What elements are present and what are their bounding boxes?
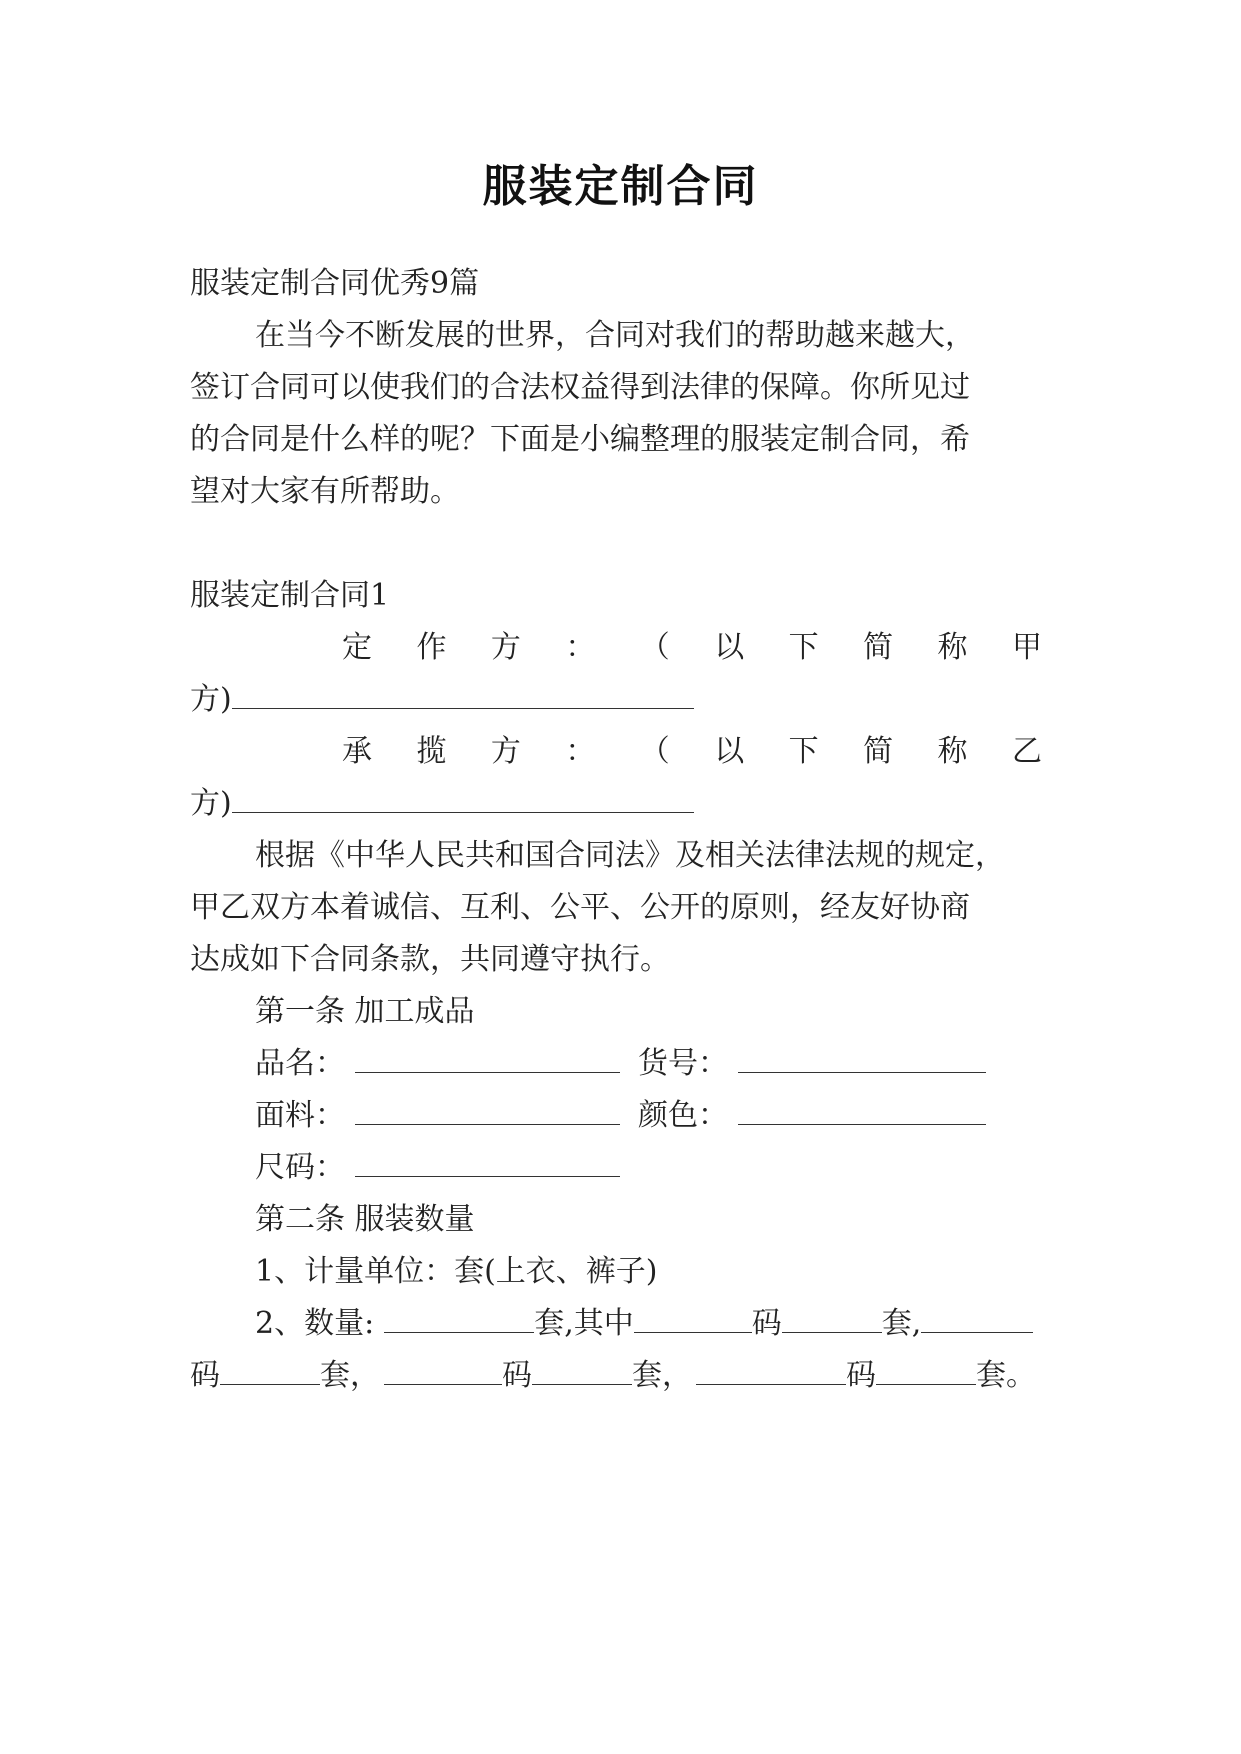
code-label: 货号： [638, 1046, 728, 1081]
party-b-tail: 方) [190, 786, 232, 821]
quantity-total-blank[interactable] [384, 1304, 534, 1333]
party-a-char: 甲 [1011, 630, 1042, 665]
party-b-char: ： [565, 734, 596, 769]
size-blank[interactable] [355, 1148, 620, 1177]
party-b-char: 以 [714, 734, 745, 769]
count-2-blank[interactable] [220, 1356, 320, 1385]
party-b-char: 承 [342, 734, 372, 769]
name-label: 品名： [255, 1046, 345, 1081]
party-b-char: （ [639, 734, 670, 769]
party-b-char: 下 [788, 734, 819, 769]
contract-heading: 服装定制合同1 [190, 578, 390, 613]
intro-line-1: 在当今不断发展的世界，合同对我们的帮助越来越大， [255, 318, 975, 353]
size-4-blank[interactable] [696, 1356, 846, 1385]
party-a-char: 方 [490, 630, 521, 665]
quantity-prefix: 2、数量: [255, 1306, 375, 1341]
tao-text: 套, [881, 1306, 922, 1341]
fabric-color-line [255, 1096, 986, 1136]
ma-text: 码 [751, 1306, 782, 1341]
document-title: 服装定制合同 [482, 161, 759, 212]
party-b-char: 方 [490, 734, 521, 769]
count-3-blank[interactable] [532, 1356, 632, 1385]
color-blank[interactable] [738, 1096, 986, 1125]
party-a-char: 以 [714, 630, 745, 665]
count-1-blank[interactable] [782, 1304, 882, 1333]
name-code-line [255, 1044, 986, 1084]
party-a-tail: 方) [190, 682, 232, 717]
party-a-char: 简 [863, 630, 894, 665]
size-label: 尺码： [255, 1150, 345, 1185]
party-a-char: 定 [342, 630, 372, 665]
fabric-blank[interactable] [355, 1096, 620, 1125]
basis-line-2: 甲乙双方本着诚信、互利、公平、公开的原则，经友好协商 [190, 890, 970, 925]
ma-text: 码 [502, 1358, 532, 1393]
code-blank[interactable] [738, 1044, 986, 1073]
party-a-char: 作 [416, 630, 447, 665]
intro-line-3: 的合同是什么样的呢？下面是小编整理的服装定制合同，希 [190, 422, 970, 457]
intro-line-4: 望对大家有所帮助。 [190, 474, 460, 509]
tao-text: 套， [320, 1358, 380, 1393]
basis-line-1: 根据《中华人民共和国合同法》及相关法律法规的规定， [255, 838, 1005, 873]
party-a-blank[interactable] [232, 680, 694, 709]
party-a-char: （ [639, 630, 670, 665]
quantity-line-1 [255, 1304, 1033, 1344]
party-a-line [342, 628, 1042, 668]
article-2-title: 第二条 服装数量 [255, 1202, 475, 1237]
ma-text: 码 [846, 1358, 876, 1393]
party-b-char: 揽 [416, 734, 447, 769]
document-subtitle: 服装定制合同优秀9篇 [190, 266, 480, 301]
count-4-blank[interactable] [876, 1356, 976, 1385]
size-line [255, 1148, 638, 1188]
party-b-char: 简 [863, 734, 894, 769]
size-2-blank[interactable] [921, 1304, 1033, 1333]
tao-text: 套， [632, 1358, 692, 1393]
party-a-char: ： [565, 630, 596, 665]
basis-line-3: 达成如下合同条款，共同遵守执行。 [190, 942, 670, 977]
size-1-blank[interactable] [634, 1304, 752, 1333]
party-a-blank-line [190, 680, 694, 720]
size-3-blank[interactable] [384, 1356, 502, 1385]
fabric-label: 面料： [255, 1098, 345, 1133]
party-b-blank[interactable] [232, 784, 694, 813]
party-b-char: 称 [937, 734, 968, 769]
ma-text: 码 [190, 1358, 220, 1393]
color-label: 颜色： [638, 1098, 728, 1133]
quantity-tao-text: 套,其中 [534, 1306, 634, 1341]
unit-line: 1、计量单位：套(上衣、裤子) [255, 1254, 658, 1289]
party-b-blank-line [190, 784, 694, 824]
intro-line-2: 签订合同可以使我们的合法权益得到法律的保障。你所见过 [190, 370, 970, 405]
party-b-line [342, 732, 1042, 772]
quantity-line-2 [190, 1356, 1036, 1396]
tao-end-text: 套。 [976, 1358, 1036, 1393]
party-a-char: 称 [937, 630, 968, 665]
name-blank[interactable] [355, 1044, 620, 1073]
party-b-char: 乙 [1011, 734, 1042, 769]
article-1-title: 第一条 加工成品 [255, 994, 475, 1029]
party-a-char: 下 [788, 630, 819, 665]
